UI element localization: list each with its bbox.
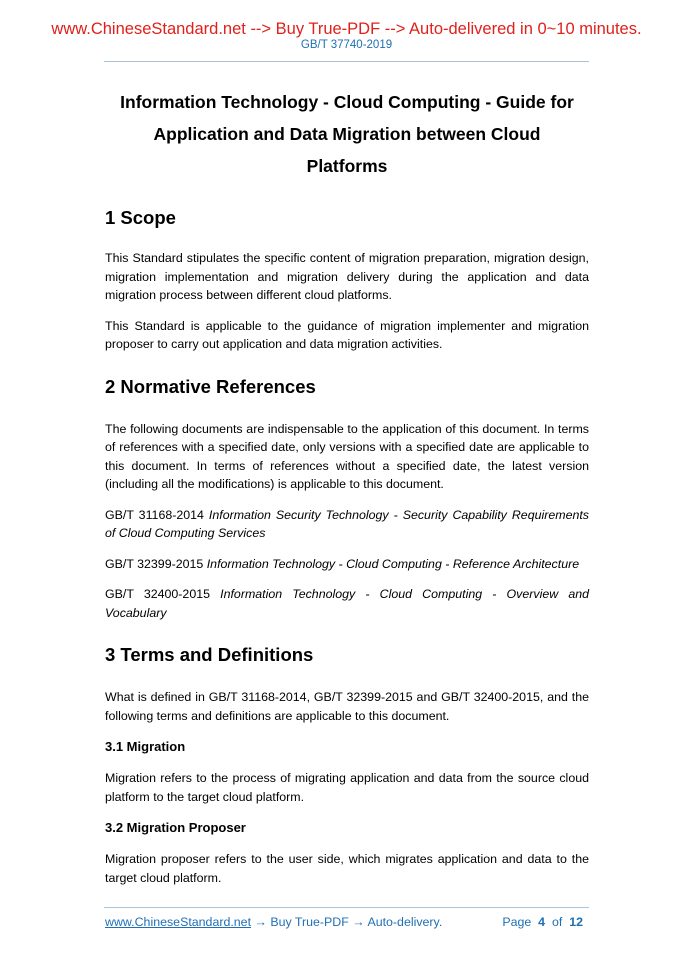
term-text-migration: Migration refers to the process of migrating application and data from the source cloud platform to the target cloud platform. [105,771,589,804]
scope-paragraph-1: This Standard stipulates the specific content of migration preparation, migration design, migration implementation and migration delivery during the application and data migration process between different cloud platforms. [105,251,589,302]
title-line-2: Application and Data Migration between Cloud [153,124,541,144]
reference-code: GB/T 32400-2015 [105,587,210,601]
scope-paragraph-2: This Standard is applicable to the guidance of migration implementer and migration proposer to carry out application and data migration activities. [105,318,589,351]
document-title [105,86,589,182]
header-banner[interactable]: www.ChineseStandard.net --> Buy True-PDF --> Auto-delivered in 0~10 minutes. [51,20,642,38]
terms-paragraph-1: What is defined in GB/T 31168-2014, GB/T 32399-2015 and GB/T 32400-2015, and the following terms and definitions are applicable to this document. [105,690,589,723]
page-footer [105,915,589,933]
title-line-1: Information Technology - Cloud Computing - Guide for [120,92,574,112]
page-current: 4 [538,915,546,929]
page-total: 12 [569,915,583,929]
reference-item [105,585,589,622]
term-heading-migration-proposer: 3.2 Migration Proposer [105,820,246,835]
normative-paragraph-1: The following documents are indispensable to the application of this document. In terms of references with a specified date, only versions with a specified date are applicable to this document. In terms of references without a specified date, the latest version (including all the modifications) is applicable to this document. [105,421,589,491]
reference-title: Information Technology - Cloud Computing - Overview and Vocabulary [105,587,589,620]
arrow-right-icon: → [254,915,267,929]
section-heading-scope: 1 Scope [105,207,176,228]
page-body [105,86,589,887]
footer-site-link[interactable]: www.ChineseStandard.net [105,915,252,929]
arrow-right-icon: → [352,915,365,929]
section-heading-normative-references: 2 Normative References [105,375,316,397]
header-rule [104,61,589,62]
footer-delivery-text: Auto-delivery. [367,915,443,929]
term-text-migration-proposer: Migration proposer refers to the user side, which migrates application and data to the target cloud platform. [105,852,589,885]
term-heading-migration: 3.1 Migration [105,739,186,754]
footer-link[interactable] [105,915,442,929]
standard-number: GB/T 37740-2019 [300,39,393,51]
page-indicator [502,915,583,929]
reference-item [105,506,589,543]
section-heading-terms-definitions: 3 Terms and Definitions [105,644,314,665]
reference-code: GB/T 31168-2014 [105,507,204,522]
page-label: Page [502,915,532,929]
title-line-3: Platforms [306,156,388,176]
page-of: of [551,915,563,929]
footer-buy-text: Buy True-PDF [270,915,349,929]
reference-title: Information Technology - Cloud Computing - Reference Architecture [206,556,580,571]
reference-item [105,555,589,574]
reference-code: GB/T 32399-2015 [105,556,204,571]
footer-rule [104,907,589,908]
reference-title: Information Security Technology - Security Capability Requirements of Cloud Computing Services [105,507,589,540]
